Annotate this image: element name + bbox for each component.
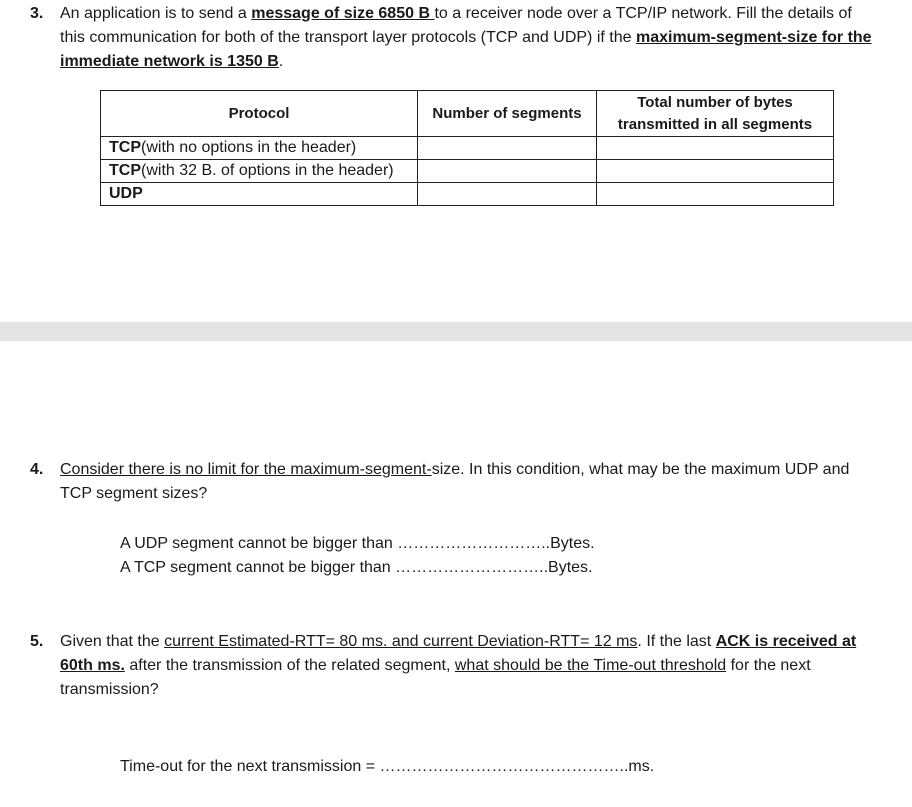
emphasis: ACK is received at 60th ms. bbox=[60, 633, 857, 674]
protocol-note: (with no options in the header) bbox=[141, 139, 357, 156]
header-bytes: Total number of bytes transmitted in all segments bbox=[597, 91, 834, 137]
table-row bbox=[101, 137, 834, 160]
table-row bbox=[101, 183, 834, 206]
protocol-name: UDP bbox=[109, 185, 143, 202]
header-protocol: Protocol bbox=[101, 91, 418, 137]
emphasis: message of size 6850 B bbox=[251, 5, 435, 22]
question-3 bbox=[30, 2, 880, 74]
segments-cell[interactable] bbox=[418, 160, 597, 183]
bytes-cell[interactable] bbox=[597, 160, 834, 183]
protocol-table bbox=[100, 90, 834, 206]
question-number: 3. bbox=[30, 5, 44, 22]
text: . If the last bbox=[637, 633, 716, 650]
emphasis: Consider there is no limit for the maximum-segment- bbox=[60, 461, 432, 478]
protocol-name: TCP bbox=[109, 139, 141, 156]
timeout-answer-line[interactable]: Time-out for the next transmission = ………………………………………..ms. bbox=[120, 758, 655, 775]
bytes-cell[interactable] bbox=[597, 137, 834, 160]
text: . bbox=[278, 53, 284, 70]
table-header-row bbox=[101, 91, 834, 137]
segments-cell[interactable] bbox=[418, 137, 597, 160]
protocol-cell bbox=[101, 183, 418, 206]
emphasis: current Estimated-RTT= 80 ms. and current Deviation-RTT= 12 ms bbox=[164, 633, 638, 650]
protocol-note: (with 32 B. of options in the header) bbox=[141, 162, 394, 179]
text: size. In this condition, what may be the maximum UDP and TCP segment sizes? bbox=[60, 461, 850, 502]
emphasis: what should be the Time-out threshold bbox=[454, 657, 727, 674]
question-text bbox=[60, 2, 880, 74]
text: after the transmission of the related segment, bbox=[124, 657, 455, 674]
table-row bbox=[101, 160, 834, 183]
text: Given that the bbox=[60, 633, 165, 650]
question-number: 4. bbox=[30, 461, 44, 478]
question-4 bbox=[30, 458, 880, 506]
protocol-name: TCP bbox=[109, 162, 141, 179]
question-5 bbox=[30, 630, 880, 702]
bytes-cell[interactable] bbox=[597, 183, 834, 206]
header-segments: Number of segments bbox=[418, 91, 597, 137]
protocol-cell bbox=[101, 137, 418, 160]
question-text bbox=[60, 458, 880, 506]
tcp-answer-line[interactable]: A TCP segment cannot be bigger than ………………………..Bytes. bbox=[120, 559, 593, 576]
emphasis: maximum-segment-size for the immediate network is 1350 B bbox=[60, 29, 872, 70]
page-separator bbox=[0, 322, 912, 341]
question-number: 5. bbox=[30, 633, 44, 650]
protocol-cell bbox=[101, 160, 418, 183]
text: An application is to send a bbox=[60, 5, 252, 22]
question-text bbox=[60, 630, 880, 702]
udp-answer-line[interactable]: A UDP segment cannot be bigger than ………………………..Bytes. bbox=[120, 535, 595, 552]
segments-cell[interactable] bbox=[418, 183, 597, 206]
text: to a receiver node over a TCP/IP network. Fill the details of this communication for both of the transport layer protocols (TCP and UDP) if the bbox=[60, 5, 852, 46]
text: for the next transmission? bbox=[60, 657, 811, 698]
